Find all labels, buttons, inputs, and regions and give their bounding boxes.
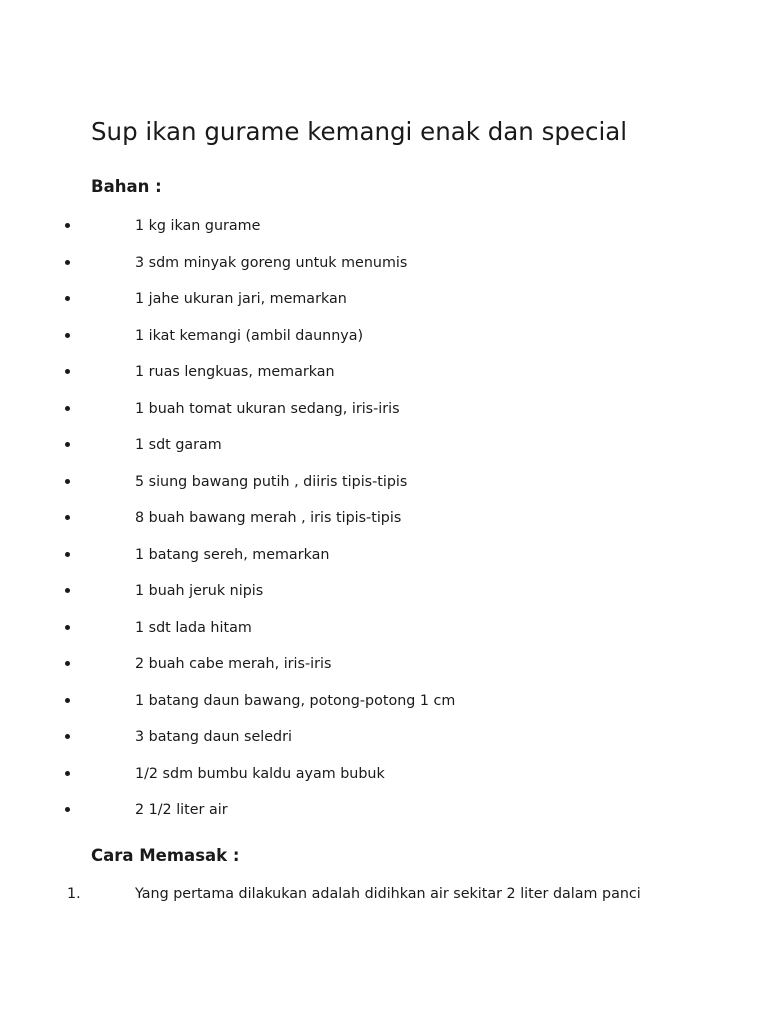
ingredient-item: [0, 435, 768, 459]
ingredient-item: [0, 691, 768, 715]
bullet-icon: [65, 369, 70, 374]
bullet-icon: [65, 260, 70, 265]
ingredient-text: 3 sdm minyak goreng untuk menumis: [135, 254, 408, 271]
ingredient-item: [0, 326, 768, 350]
step-number: 1.: [67, 886, 81, 902]
bullet-icon: [65, 442, 70, 447]
bullet-icon: [65, 698, 70, 703]
ingredient-item: [0, 545, 768, 569]
ingredient-item: [0, 581, 768, 605]
bullet-icon: [65, 223, 70, 228]
ingredient-item: [0, 618, 768, 642]
ingredient-text: 1/2 sdm bumbu kaldu ayam bubuk: [135, 765, 385, 782]
step-text: Yang pertama dilakukan adalah didihkan air sekitar 2 liter dalam panci: [135, 886, 641, 902]
page-title: Sup ikan gurame kemangi enak dan special: [91, 117, 628, 146]
ingredient-item: [0, 800, 768, 824]
ingredient-text: 1 jahe ukuran jari, memarkan: [135, 291, 347, 307]
bullet-icon: [65, 807, 70, 812]
bullet-icon: [65, 771, 70, 776]
ingredient-item: [0, 508, 768, 532]
bullet-icon: [65, 661, 70, 666]
ingredient-item: [0, 362, 768, 386]
ingredient-item: [0, 654, 768, 678]
bullet-icon: [65, 296, 70, 301]
ingredient-item: [0, 472, 768, 496]
ingredient-text: 1 sdt garam: [135, 437, 222, 453]
ingredient-text: 8 buah bawang merah , iris tipis-tipis: [135, 510, 402, 526]
ingredient-text: 1 buah tomat ukuran sedang, iris-iris: [135, 400, 400, 417]
ingredient-text: 1 kg ikan gurame: [135, 218, 261, 234]
ingredient-item: [0, 399, 768, 423]
bullet-icon: [65, 552, 70, 557]
steps-heading: Cara Memasak :: [91, 846, 240, 865]
ingredient-item: [0, 289, 768, 313]
ingredient-text: 1 buah jeruk nipis: [135, 583, 264, 599]
ingredient-item: [0, 727, 768, 751]
ingredient-item: [0, 764, 768, 788]
bullet-icon: [65, 406, 70, 411]
ingredient-text: 2 1/2 liter air: [135, 802, 228, 818]
step-item: [0, 884, 768, 908]
bullet-icon: [65, 625, 70, 630]
ingredient-text: 1 ikat kemangi (ambil daunnya): [135, 327, 364, 344]
ingredient-text: 3 batang daun seledri: [135, 729, 292, 745]
ingredient-text: 2 buah cabe merah, iris-iris: [135, 656, 332, 672]
ingredient-text: 1 batang daun bawang, potong-potong 1 cm: [135, 692, 456, 709]
bullet-icon: [65, 479, 70, 484]
ingredient-text: 1 batang sereh, memarkan: [135, 546, 330, 563]
bullet-icon: [65, 515, 70, 520]
bullet-icon: [65, 734, 70, 739]
ingredient-text: 5 siung bawang putih , diiris tipis-tipis: [135, 473, 408, 490]
bullet-icon: [65, 333, 70, 338]
ingredient-text: 1 ruas lengkuas, memarkan: [135, 364, 335, 380]
bullet-icon: [65, 588, 70, 593]
ingredient-text: 1 sdt lada hitam: [135, 619, 252, 636]
ingredients-heading: Bahan :: [91, 177, 162, 196]
ingredient-item: [0, 253, 768, 277]
ingredient-item: [0, 216, 768, 240]
